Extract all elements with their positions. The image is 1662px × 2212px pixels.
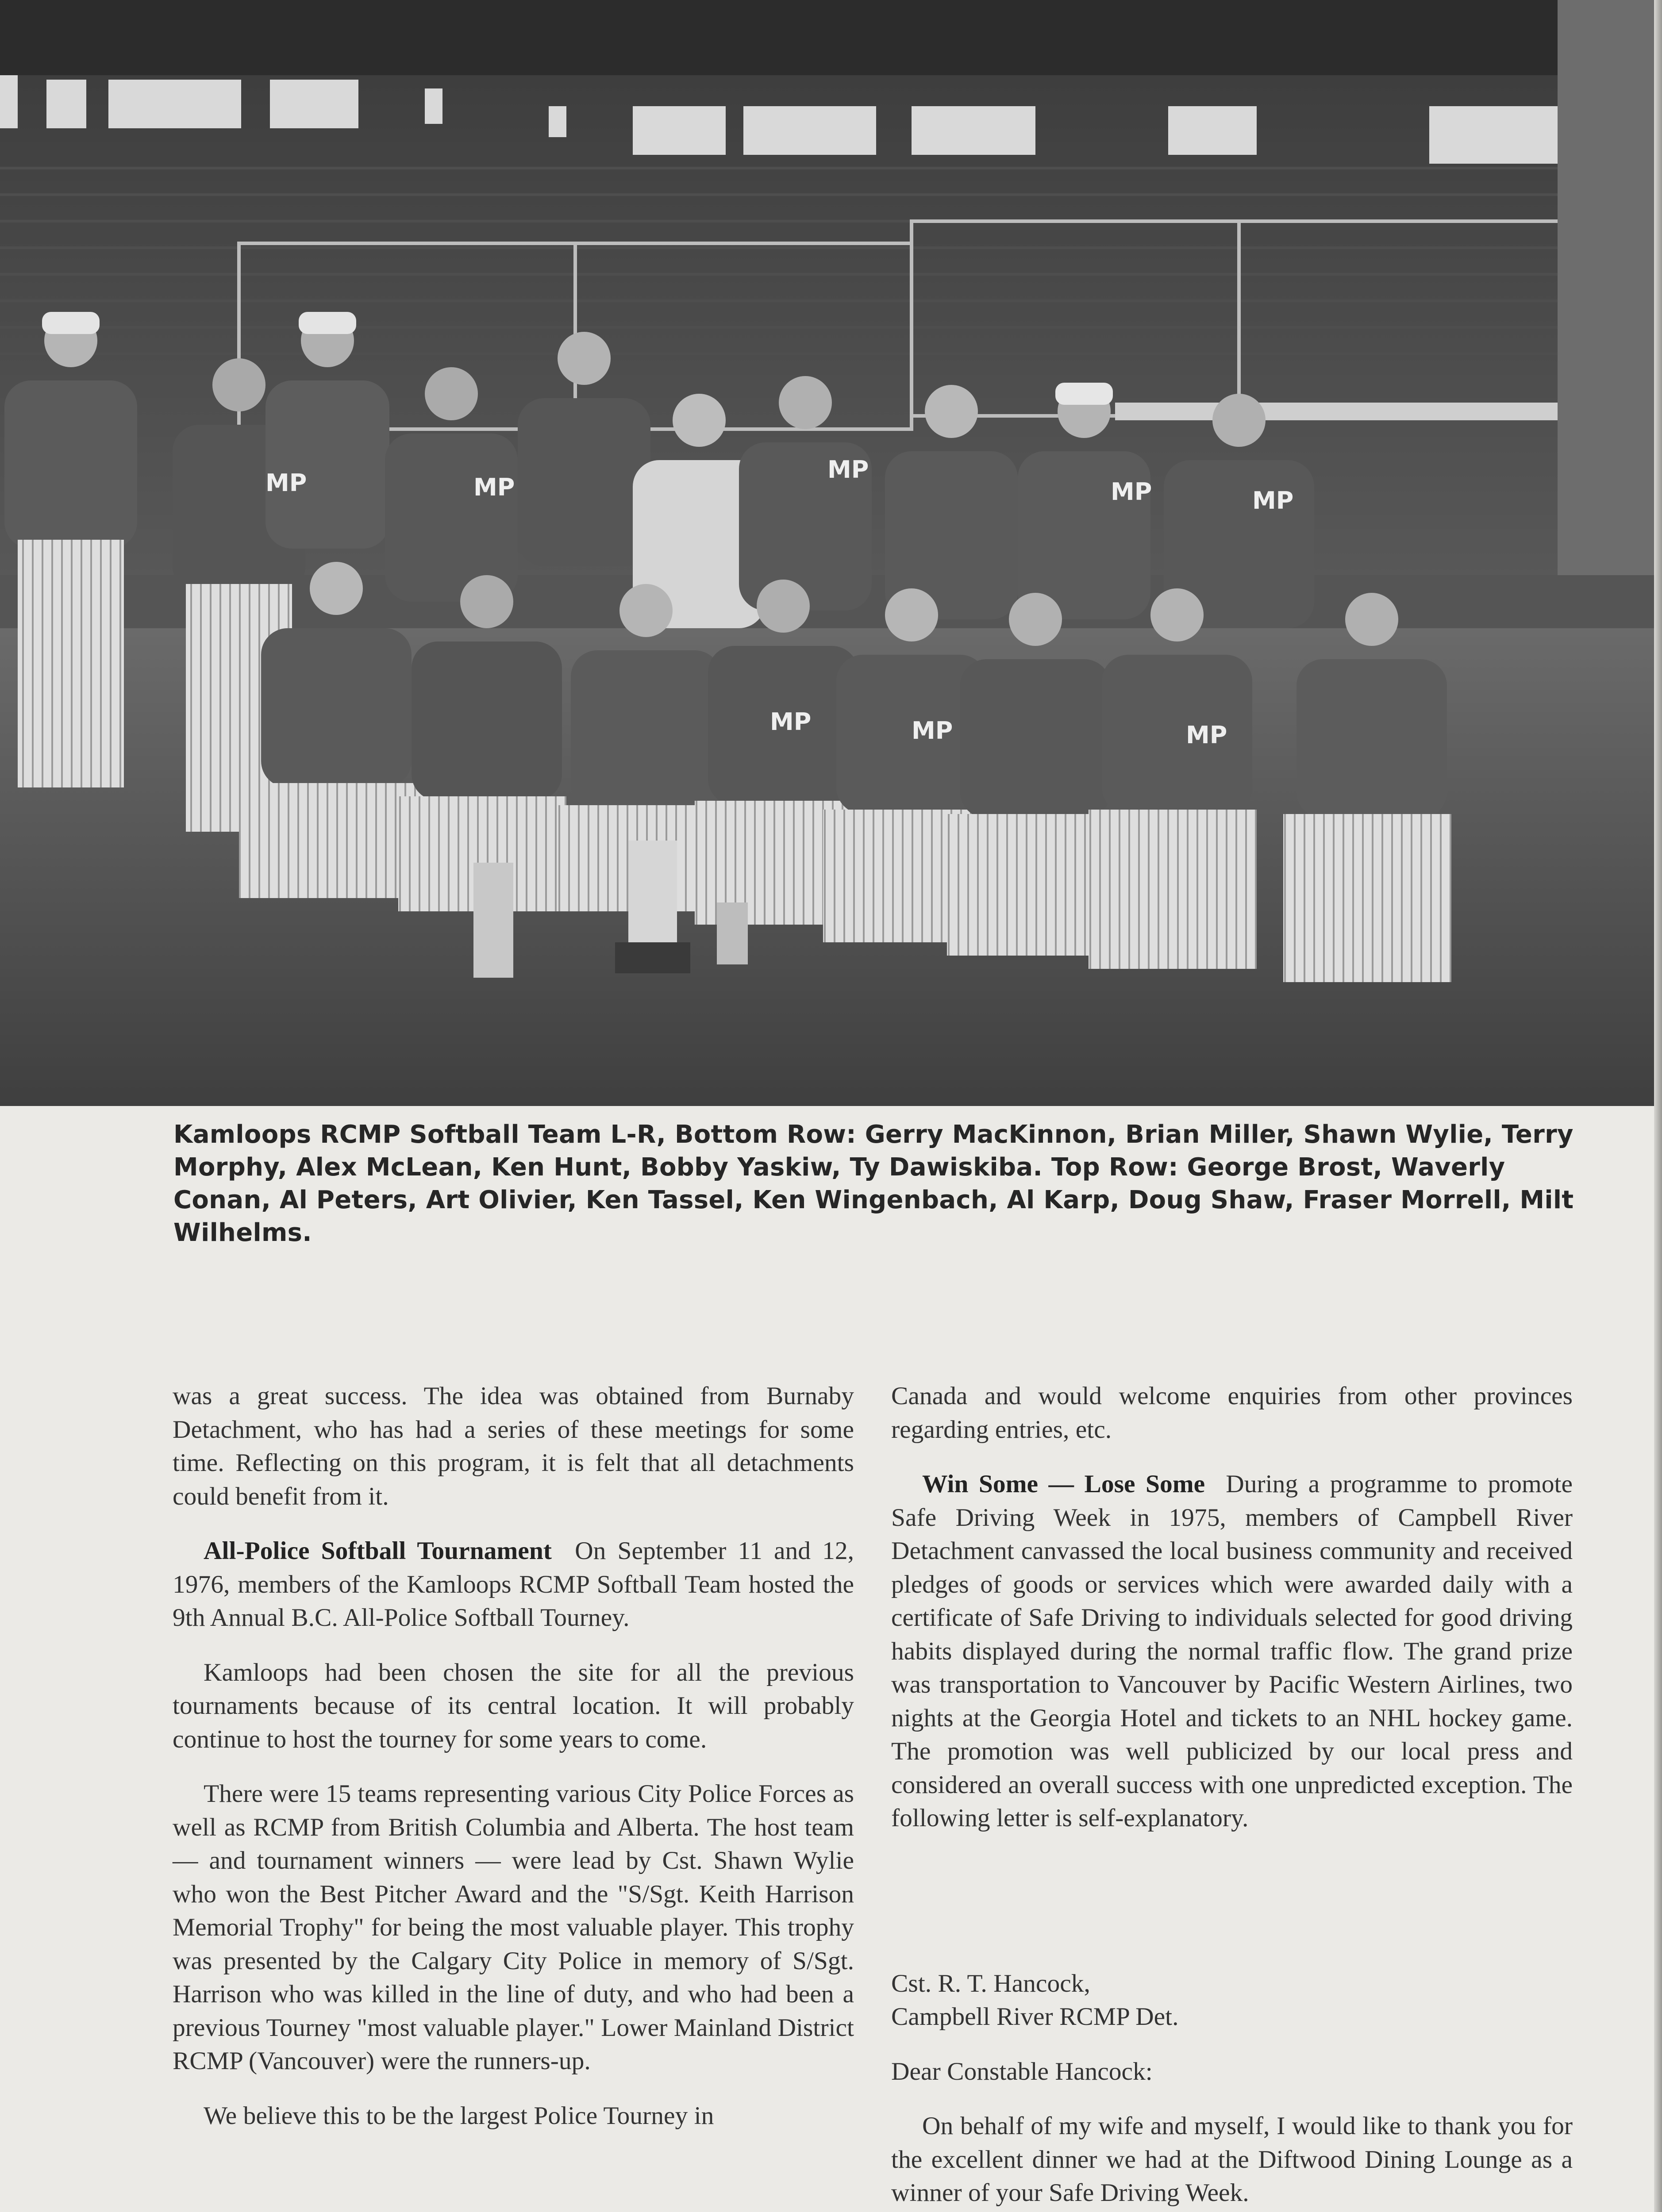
svg-text:MP: MP [912, 717, 953, 745]
paragraph-text: On September 11 and 12, 1976, members of the Kamloops RCMP Softball Team hosted the 9th Annual B.C. All-Police Softball Tourney. [173, 1537, 854, 1632]
paragraph: was a great success. The idea was obtained from Burnaby Detachment, who has had a series of these meetings for some time. Reflecting on this program, it is felt that all detachments could benefit from it. [173, 1382, 854, 1510]
svg-text:MP: MP [827, 456, 869, 484]
paragraph: We believe this to be the largest Police Tourney in [204, 2101, 714, 2130]
spacer [891, 1856, 1573, 1967]
left-column [173, 1379, 854, 2154]
photo-caption: Kamloops RCMP Softball Team L-R, Bottom Row: Gerry MacKinnon, Brian Miller, Shawn Wylie, Terry Morphy, Alex McLean, Ken Hunt, Bobby Yaskiw, Ty Dawiskiba. Top Row: George Brost, Waverly Conan, Al Peters, Art Olivier, Ken Tassel, Ken Wingenbach, Al Karp, Doug Shaw, Fraser Morrell, Milt Wilhelms. [173, 1120, 1574, 1247]
page-edge-shadow [1654, 0, 1662, 2212]
letter-salutation: Dear Constable Hancock: [891, 2057, 1153, 2085]
section-heading: Win Some — Lose Some [922, 1470, 1205, 1498]
svg-text:MP: MP [1111, 478, 1152, 506]
roof-shadow [0, 0, 1662, 75]
address-line: Cst. R. T. Hancock, [891, 1969, 1090, 1997]
paragraph: There were 15 teams representing various City Police Forces as well as RCMP from British Columbia and Alberta. The host team — and tournament winners — were lead by Cst. Shawn Wylie who won the Best Pitcher Award and the "S/Sgt. Keith Harrison Memorial Trophy" for being the most valuable player. This trophy was presented by the Calgary City Police in memory of S/Sgt. Harrison who was killed in the line of duty, and who had been a previous Tourney "most valuable player." Lower Mainland District RCMP (Vancouver) were the runners-up. [173, 1780, 854, 2075]
letter-address [891, 1967, 1573, 2034]
paragraph-text: During a programme to promote Safe Driving Week in 1975, members of Campbell River Detachment canvassed the local business community and received pledges of goods or services which were awarded daily with a certificate of Safe Driving to individuals selected for good driving habits displayed during the normal traffic flow. The grand prize was transportation to Vancouver by Pacific Western Airlines, two nights at the Georgia Hotel and tickets to an NHL hockey game. The promotion was well publicized by our local press and considered an overall success with one unpredicted exception. The following letter is self-explanatory. [891, 1470, 1573, 1832]
paragraph-softball-tournament [173, 1534, 854, 1635]
paragraph: Canada and would welcome enquiries from other provinces regarding entries, etc. [891, 1382, 1573, 1444]
paragraph: On behalf of my wife and myself, I would like to thank you for the excellent dinner we had at the Diftwood Dining Lounge as a winner of your Safe Driving Week. [891, 2112, 1573, 2207]
paragraph-win-some [891, 1467, 1573, 1835]
address-line: Campbell River RCMP Det. [891, 2003, 1179, 2031]
section-heading: All-Police Softball Tournament [204, 1537, 552, 1565]
svg-text:MP: MP [265, 469, 307, 497]
paragraph: Kamloops had been chosen the site for all the previous tournaments because of its central location. It will probably continue to host the tourney for some years to come. [173, 1658, 854, 1753]
right-column [891, 1379, 1573, 2212]
svg-text:MP: MP [770, 708, 812, 736]
svg-text:MP: MP [1186, 721, 1227, 749]
svg-text:MP: MP [1252, 487, 1294, 515]
svg-text:MP: MP [473, 473, 515, 501]
